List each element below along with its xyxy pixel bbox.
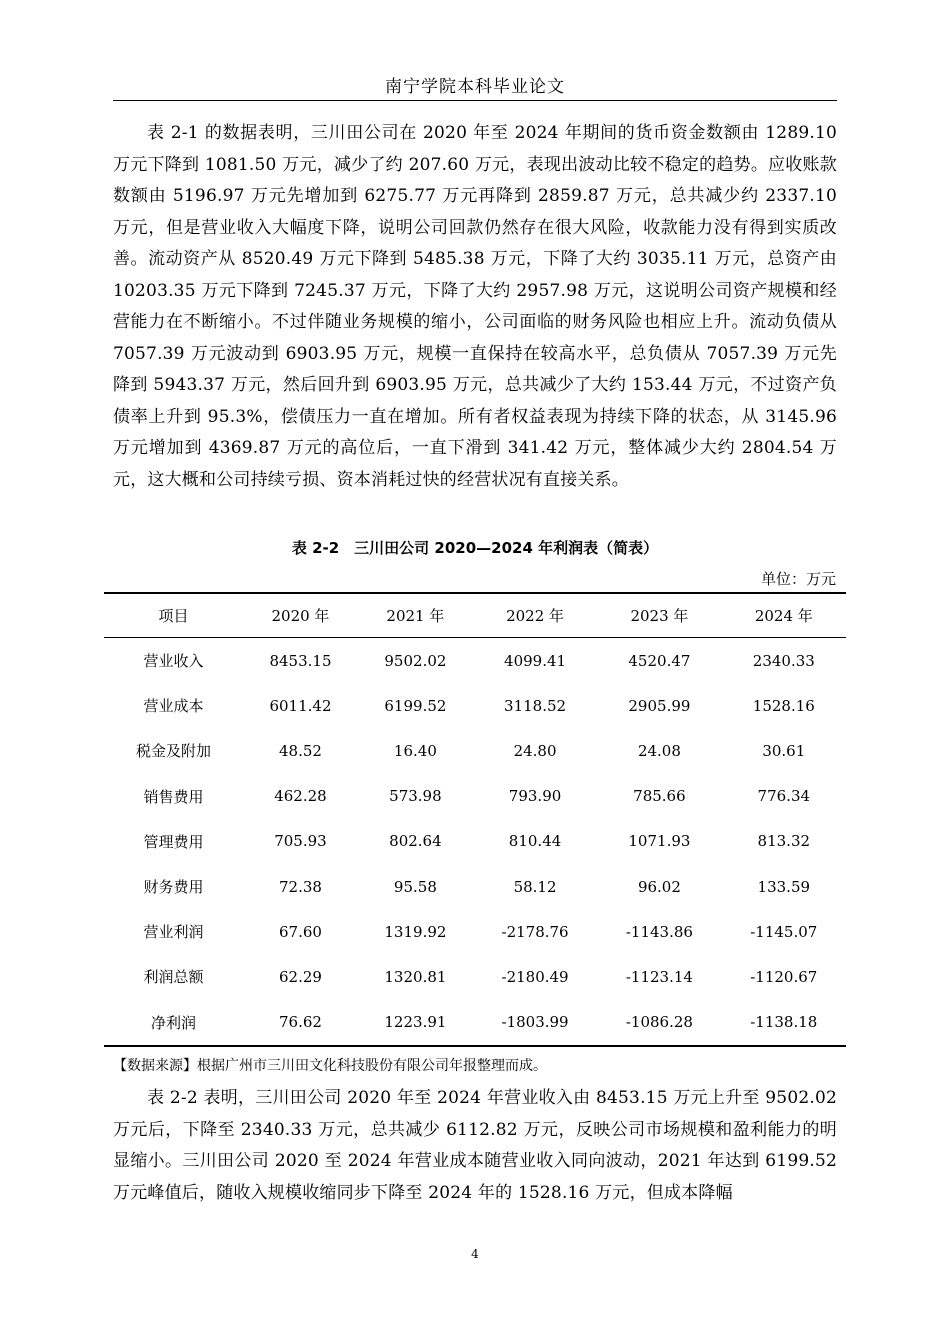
table-cell: 1223.91 [384, 1013, 447, 1032]
header-cell-2020: 2020 年 [271, 607, 330, 625]
table-cell: 2340.33 [752, 651, 815, 670]
table-cell: 6011.42 [269, 696, 332, 715]
row-label: 税金及附加 [135, 742, 211, 761]
table-cell: 16.40 [393, 741, 437, 760]
header-cell-2022: 2022 年 [506, 607, 565, 625]
table-cell: -1143.86 [625, 922, 693, 941]
row-label: 营业成本 [143, 697, 204, 716]
table-row [104, 1000, 846, 1046]
header-cell-2024: 2024 年 [754, 607, 813, 625]
header-cell-2021: 2021 年 [386, 607, 445, 625]
table-cell: 1528.16 [752, 696, 815, 715]
table-cell: 1320.81 [384, 967, 447, 986]
page-number: 4 [471, 1247, 479, 1261]
table-cell: 705.93 [274, 832, 327, 851]
table-cell: -1086.28 [625, 1013, 693, 1032]
header-cell-2023: 2023 年 [630, 607, 689, 625]
table-row [104, 638, 846, 684]
table-cell: 2905.99 [628, 696, 691, 715]
profit-table [104, 592, 846, 1047]
row-label: 营业收入 [143, 652, 204, 671]
table-caption: 表 2-2 三川田公司 2020—2024 年利润表（简表） [291, 539, 659, 557]
table-cell: 4099.41 [504, 651, 567, 670]
table-cell: 95.58 [393, 877, 437, 896]
table-cell: 24.08 [637, 741, 681, 760]
table-cell: 802.64 [389, 832, 442, 851]
table-row [104, 864, 846, 909]
body-paragraph-2: 表 2-2 表明，三川田公司 2020 年至 2024 年营业收入由 8453.15 万元上升至 9502.02 万元后，下降至 2340.33 万元，总共减少 6112.82 万元，反映公司市场规模和盈利能力的明显缩小。三川田公司 2020 至 2024 年营业成本随营业收入同向波动，2021 年达到 6199.52 万元峰值后，随收入规模收缩同步下降至 2024 年的 1528.16 万元，但成本降幅 [113, 1088, 837, 1203]
table-cell: 48.52 [278, 741, 322, 760]
table-cell: -1145.07 [750, 922, 818, 941]
page-header-title: 南宁学院本科毕业论文 [385, 77, 565, 97]
table-cell: 6199.52 [384, 696, 447, 715]
header-rule [113, 100, 837, 101]
table-cell: 462.28 [274, 787, 327, 806]
row-label: 净利润 [150, 1013, 196, 1032]
table-cell: 3118.52 [504, 696, 567, 715]
table-cell: -1120.67 [750, 967, 818, 986]
table-cell: 573.98 [389, 787, 442, 806]
table-cell: 776.34 [757, 787, 811, 806]
table-cell: 133.59 [757, 877, 811, 896]
profit-table-container [104, 592, 846, 1047]
table-header-row [104, 593, 846, 638]
table-cell: 76.62 [278, 1013, 322, 1032]
row-label: 营业利润 [143, 923, 204, 942]
table-cell: 67.60 [278, 922, 322, 941]
table-cell: 62.29 [278, 967, 322, 986]
table-cell: 1319.92 [384, 922, 447, 941]
table-cell: 8453.15 [269, 651, 332, 670]
row-label: 利润总额 [143, 968, 204, 987]
row-label: 管理费用 [143, 832, 204, 851]
table-cell: 793.90 [508, 787, 562, 806]
table-row [104, 954, 846, 999]
table-cell: -1803.99 [501, 1013, 569, 1032]
row-label: 销售费用 [143, 787, 204, 806]
table-cell: 810.44 [508, 832, 562, 851]
table-cell: 96.02 [637, 877, 681, 896]
table-cell: -1138.18 [750, 1013, 818, 1032]
table-cell: 30.61 [762, 741, 806, 760]
table-row [104, 728, 846, 773]
table-cell: 785.66 [633, 787, 686, 806]
header-cell-item: 项目 [158, 607, 189, 625]
table-unit-label: 单位：万元 [760, 570, 836, 588]
table-cell: 813.32 [757, 832, 811, 851]
table-cell: 4520.47 [628, 651, 691, 670]
table-source-note: 【数据来源】根据广州市三川田文化科技股份有限公司年报整理而成。 [113, 1058, 547, 1074]
table-cell: -1123.14 [625, 967, 693, 986]
table-cell: 1071.93 [628, 832, 691, 851]
table-row [104, 683, 846, 728]
table-row [104, 819, 846, 864]
table-row [104, 774, 846, 819]
table-cell: -2178.76 [501, 922, 569, 941]
table-cell: 58.12 [513, 877, 557, 896]
row-label: 财务费用 [143, 878, 204, 897]
table-row [104, 909, 846, 954]
table-cell: -2180.49 [501, 967, 569, 986]
body-paragraph-1: 表 2-1 的数据表明，三川田公司在 2020 年至 2024 年期间的货币资金数额由 1289.10 万元下降到 1081.50 万元，减少了约 207.60 万元，表现出波动比较不稳定的趋势。应收账款数额由 5196.97 万元先增加到 6275.77 万元再降到 2859.87 万元，总共减少约 2337.10 万元，但是营业收入大幅度下降，说明公司回款仍然存在很大风险，收款能力没有得到实质改善。流动资产从 8520.49 万元下降到 5485.38 万元，下降了大约 3035.11 万元，总资产由 10203.35 万元下降到 7245.37 万元，下降了大约 2957.98 万元，这说明公司资产规模和经营能力在不断缩小。不过伴随业务规模的缩小，公司面临的财务风险也相应上升。流动负债从 7057.39 万元波动到 6903.95 万元，规模一直保持在较高水平，总负债从 7057.39 万元先降到 5943.37 万元，然后回升到 6903.95 万元，总共减少了大约 153.44 万元，不过资产负债率上升到 95.3%，偿债压力一直在增加。所有者权益表现为持续下降的状态，从 3145.96 万元增加到 4369.87 万元的高位后，一直下滑到 341.42 万元，整体减少大约 2804.54 万元，这大概和公司持续亏损、资本消耗过快的经营状况有直接关系。 [113, 123, 837, 490]
table-cell: 72.38 [278, 877, 322, 896]
table-cell: 9502.02 [384, 651, 447, 670]
table-cell: 24.80 [513, 741, 557, 760]
